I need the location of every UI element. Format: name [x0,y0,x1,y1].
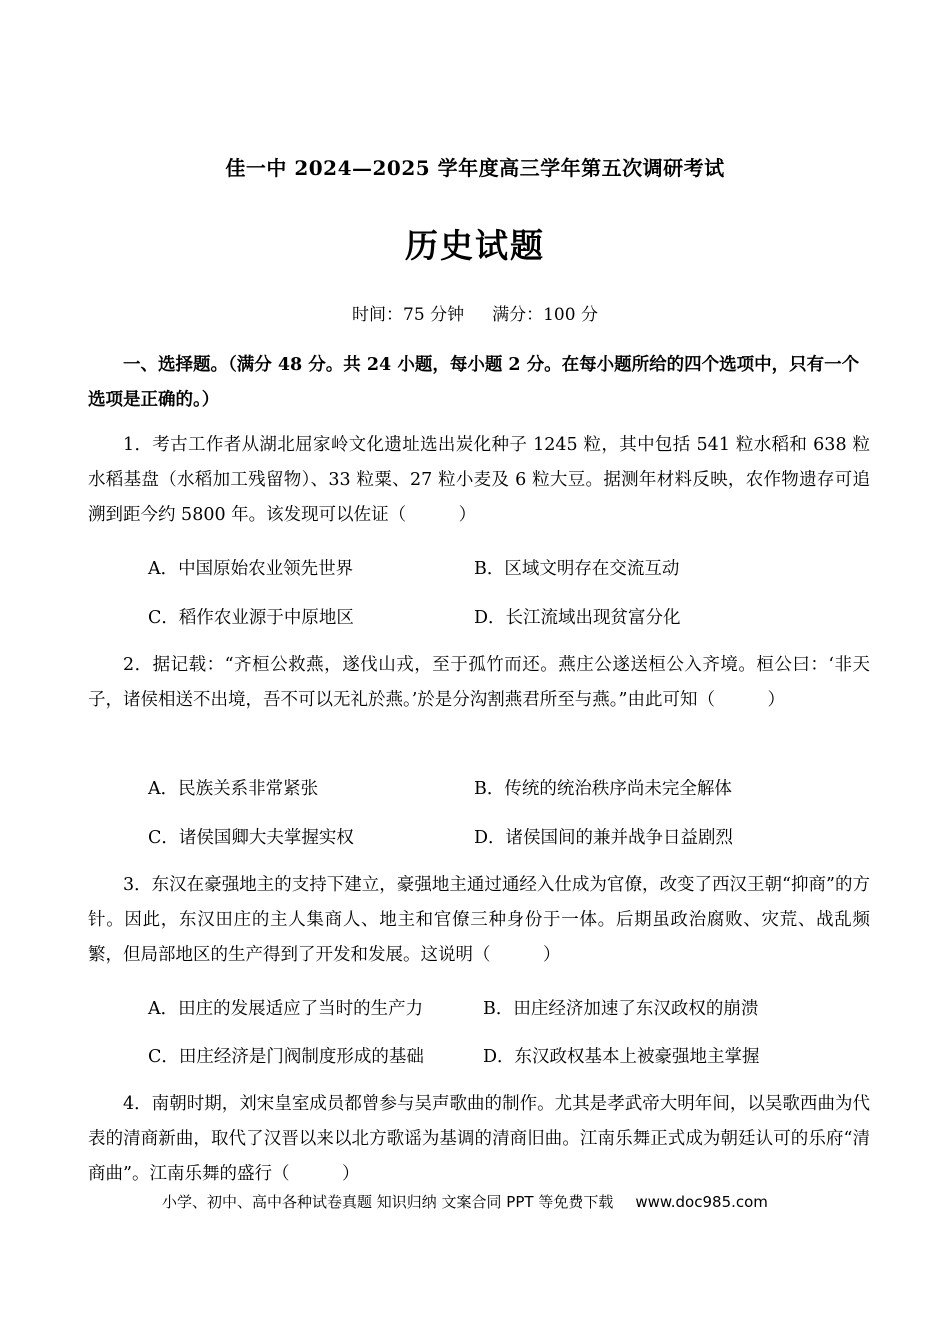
exam-score: 满分：100 分 [492,305,598,325]
footer [162,1191,768,1212]
exam-meta [0,300,950,325]
question-1-option-c: C．稻作农业源于中原地区 [148,608,354,628]
exam-title: 佳一中 2024—2025 学年度高三学年第五次调研考试 [225,156,725,180]
footer-text: 小学、初中、高中各种试卷真题 知识归纳 文案合同 PPT 等免费下载 [162,1193,614,1211]
subject-title: 历史试题 [405,226,545,265]
question-2-stem: 2．据记载：“齐桓公救燕，遂伐山戎，至于孤竹而还。燕庄公遂送桓公入齐境。桓公曰：‘非天子，诸侯相送不出境，吾不可以无礼於燕。’於是分沟割燕君所至与燕。”由此可知（ ） [88,655,870,710]
question-3-option-b: B．田庄经济加速了东汉政权的崩溃 [483,999,759,1019]
exam-time: 时间：75 分钟 [352,305,465,325]
question-3-option-a: A．田庄的发展适应了当时的生产力 [148,999,424,1019]
question-1-option-b: B．区域文明存在交流互动 [474,559,680,579]
question-1-option-d: D．长江流域出现贫富分化 [474,608,681,628]
question-2-option-b: B．传统的统治秩序尚未完全解体 [474,779,732,799]
question-2-option-c: C．诸侯国卿大夫掌握实权 [148,828,354,848]
question-3-option-c: C．田庄经济是门阀制度形成的基础 [148,1047,424,1067]
section-heading: 一、选择题。（满分 48 分。共 24 小题，每小题 2 分。在每小题所给的四个选项中，只有一个选项是正确的。） [88,355,860,410]
question-3-stem: 3．东汉在豪强地主的支持下建立，豪强地主通过通经入仕成为官僚，改变了西汉王朝“抑商”的方针。因此，东汉田庄的主人集商人、地主和官僚三种身份于一体。后期虽政治腐败、灾荒、战乱频繁，但局部地区的生产得到了开发和发展。这说明（ ） [88,875,870,965]
question-3-option-d: D．东汉政权基本上被豪强地主掌握 [483,1047,760,1067]
question-4-stem: 4．南朝时期，刘宋皇室成员都曾参与吴声歌曲的制作。尤其是孝武帝大明年间，以吴歌西曲为代表的清商新曲，取代了汉晋以来以北方歌谣为基调的清商旧曲。江南乐舞正式成为朝廷认可的乐府“清商曲”。江南乐舞的盛行（ ） [88,1094,870,1184]
question-1-option-a: A．中国原始农业领先世界 [148,559,354,579]
question-2-option-d: D．诸侯国间的兼并战争日益剧烈 [474,828,734,848]
question-2-option-a: A．民族关系非常紧张 [148,779,319,799]
question-1-stem: 1．考古工作者从湖北屈家岭文化遗址选出炭化种子 1245 粒，其中包括 541 粒水稻和 638 粒水稻基盘（水稻加工残留物）、33 粒粟、27 粒小麦及 6 粒大豆。据测年材料反映，农作物遗存可追溯到距今约 5800 年。该发现可以佐证（ ） [88,435,870,525]
footer-url[interactable]: www.doc985.com [635,1193,768,1211]
